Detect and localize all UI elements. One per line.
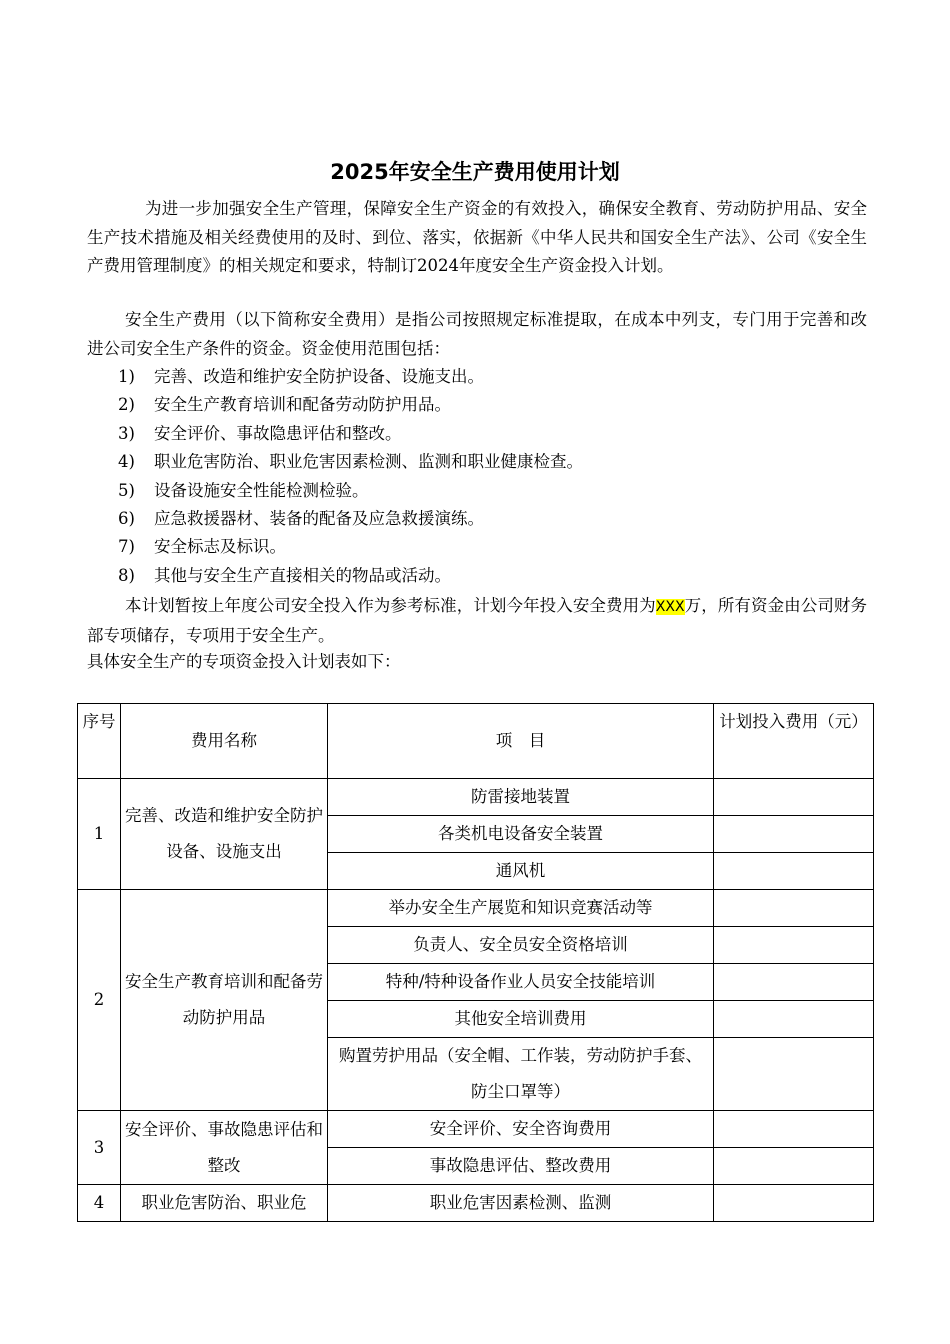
page-title: 2025年安全生产费用使用计划 <box>330 160 620 184</box>
seq-cell: 2 <box>78 890 121 1111</box>
table-intro: 具体安全生产的专项资金投入计划表如下： <box>87 652 401 671</box>
budget-amount-highlight: XXX <box>655 599 685 615</box>
amount-cell <box>714 1001 874 1038</box>
item-cell: 特种/特种设备作业人员安全技能培训 <box>328 964 714 1001</box>
name-cell: 安全评价、事故隐患评估和整改 <box>121 1111 328 1185</box>
definition-paragraph: 安全生产费用（以下简称安全费用）是指公司按照规定标准提取，在成本中列支，专门用于完善和改进公司安全生产条件的资金。资金使用范围包括： <box>87 310 867 358</box>
amount-cell <box>714 816 874 853</box>
header-seq: 序号 <box>78 704 121 779</box>
header-amount: 计划投入费用（元） <box>714 704 874 779</box>
table-row <box>78 1185 874 1222</box>
item-cell: 职业危害因素检测、监测 <box>328 1185 714 1222</box>
item-cell: 通风机 <box>328 853 714 890</box>
list-item: 7) 安全标志及标识。 <box>118 537 286 557</box>
amount-cell <box>714 1038 874 1111</box>
table-row <box>78 890 874 927</box>
name-cell: 职业危害防治、职业危 <box>121 1185 328 1222</box>
item-cell: 负责人、安全员安全资格培训 <box>328 927 714 964</box>
list-item: 1) 完善、改造和维护安全防护设备、设施支出。 <box>118 367 484 386</box>
list-item: 5) 设备设施安全性能检测检验。 <box>118 480 369 500</box>
list-item: 8) 其他与安全生产直接相关的物品或活动。 <box>118 565 451 585</box>
seq-cell: 4 <box>78 1185 121 1222</box>
amount-cell <box>714 1148 874 1185</box>
intro-paragraph: 为进一步加强安全生产管理，保障安全生产资金的有效投入，确保安全教育、劳动防护用品、安全生产技术措施及相关经费使用的及时、到位、落实，依据新《中华人民共和国安全生产法》、公司《安全生产费用管理制度》的相关规定和要求，特制订2024年度安全生产资金投入计划。 <box>87 199 867 275</box>
table-row <box>78 779 874 816</box>
item-cell: 事故隐患评估、整改费用 <box>328 1148 714 1185</box>
amount-cell <box>714 964 874 1001</box>
item-cell: 防雷接地装置 <box>328 779 714 816</box>
list-item: 2) 安全生产教育培训和配备劳动防护用品。 <box>118 395 451 415</box>
amount-cell <box>714 1111 874 1148</box>
list-item: 3) 安全评价、事故隐患评估和整改。 <box>118 423 402 443</box>
amount-cell <box>714 927 874 964</box>
scope-list <box>118 363 858 590</box>
name-cell: 完善、改造和维护安全防护设备、设施支出 <box>121 779 328 890</box>
name-cell: 安全生产教育培训和配备劳动防护用品 <box>121 890 328 1111</box>
header-item: 项 目 <box>328 704 714 779</box>
item-cell: 购置劳护用品（安全帽、工作装，劳动防护手套、防尘口罩等） <box>328 1038 714 1111</box>
table-row <box>78 1111 874 1148</box>
list-item: 6) 应急救援器材、装备的配备及应急救援演练。 <box>118 509 484 529</box>
seq-cell: 3 <box>78 1111 121 1185</box>
item-cell: 各类机电设备安全装置 <box>328 816 714 853</box>
amount-cell <box>714 779 874 816</box>
budget-plan-table <box>77 703 874 1222</box>
item-cell: 举办安全生产展览和知识竞赛活动等 <box>328 890 714 927</box>
item-cell: 安全评价、安全咨询费用 <box>328 1111 714 1148</box>
amount-cell <box>714 1185 874 1222</box>
seq-cell: 1 <box>78 779 121 890</box>
amount-cell <box>714 890 874 927</box>
header-name: 费用名称 <box>121 704 328 779</box>
table-header-row <box>78 704 874 779</box>
budget-paragraph: 本计划暂按上年度公司安全投入作为参考标准，计划今年投入安全费用为XXX万，所有资金由公司财务部专项储存，专项用于安全生产。 <box>87 596 868 645</box>
amount-cell <box>714 853 874 890</box>
list-item: 4) 职业危害防治、职业危害因素检测、监测和职业健康检查。 <box>118 452 583 472</box>
item-cell: 其他安全培训费用 <box>328 1001 714 1038</box>
